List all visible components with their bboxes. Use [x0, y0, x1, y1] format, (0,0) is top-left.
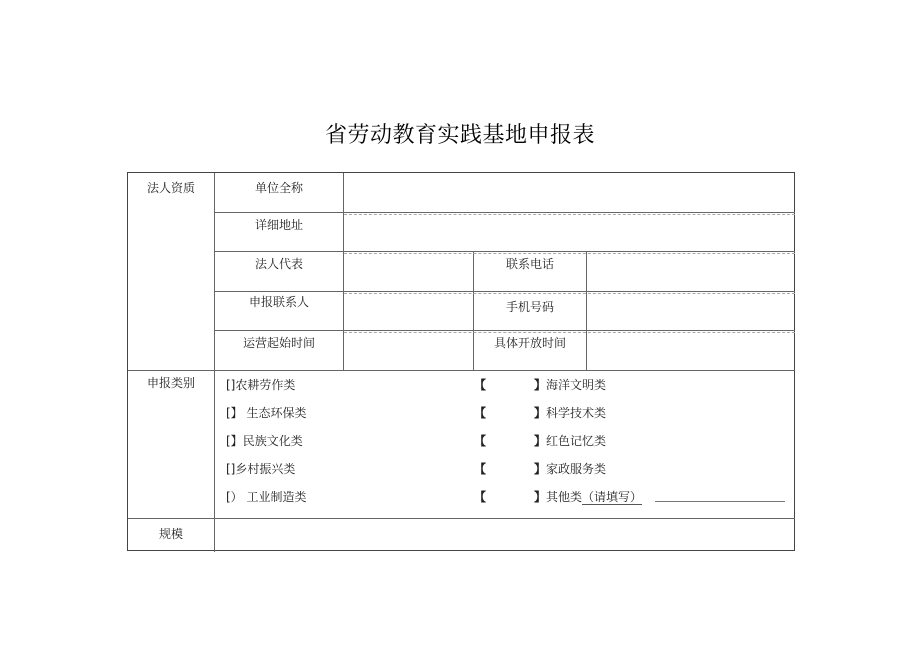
category-option[interactable] — [226, 376, 295, 393]
open-time-label: 具体开放时间 — [493, 336, 566, 350]
bracket-close: 】 — [534, 462, 547, 476]
category-label: 科学技术类 — [546, 406, 607, 420]
category-option[interactable] — [474, 376, 486, 393]
category-option[interactable] — [226, 460, 295, 477]
category-label: 其他类 — [546, 490, 583, 504]
contact-label: 申报联系人 — [248, 295, 309, 309]
checkbox-mark[interactable]: [） — [226, 490, 243, 504]
category-label: 生态环保类 — [246, 406, 307, 420]
unit-name-label: 单位全称 — [254, 181, 303, 195]
category-option[interactable] — [534, 460, 606, 477]
category-label: 农耕劳作类 — [235, 378, 296, 392]
contact-field[interactable] — [344, 292, 473, 330]
category-option[interactable] — [474, 432, 486, 449]
category-option[interactable] — [534, 376, 606, 393]
other-fill-line[interactable] — [655, 501, 785, 502]
mobile-label: 手机号码 — [505, 300, 554, 314]
category-label: 家政服务类 — [546, 462, 607, 476]
start-time-field[interactable] — [344, 331, 473, 370]
phone-label: 联系电话 — [505, 257, 554, 271]
form-title: 省劳动教育实践基地申报表 — [324, 123, 595, 148]
section-scale-label: 规模 — [158, 527, 183, 541]
legal-rep-field[interactable] — [344, 252, 473, 291]
checkbox-mark[interactable]: [】 — [226, 406, 243, 420]
section-category-label: 申报类别 — [146, 376, 195, 390]
bracket-open[interactable]: 【 — [474, 462, 487, 476]
category-label: 海洋文明类 — [546, 378, 607, 392]
checkbox-mark[interactable]: [] — [226, 378, 236, 392]
bracket-close: 】 — [534, 406, 547, 420]
category-option[interactable] — [226, 488, 307, 505]
checkbox-mark[interactable]: [】 — [226, 434, 243, 448]
divider — [128, 370, 795, 371]
checkbox-mark[interactable]: [] — [226, 462, 236, 476]
category-option[interactable] — [226, 432, 303, 449]
bracket-open[interactable]: 【 — [474, 378, 487, 392]
section-legal-label: 法人资质 — [146, 181, 195, 195]
address-label: 详细地址 — [254, 218, 303, 232]
open-time-field[interactable] — [587, 331, 795, 370]
other-note: （请填写） — [582, 490, 643, 504]
bracket-close: 】 — [534, 490, 547, 504]
category-option[interactable] — [474, 460, 486, 477]
phone-field[interactable] — [587, 252, 795, 291]
bracket-open[interactable]: 【 — [474, 406, 487, 420]
address-field[interactable] — [344, 213, 795, 251]
category-label: 红色记忆类 — [546, 434, 607, 448]
bracket-open[interactable]: 【 — [474, 490, 487, 504]
scale-field[interactable] — [215, 519, 795, 551]
category-label: 民族文化类 — [242, 434, 303, 448]
category-option[interactable] — [474, 404, 486, 421]
category-label: 工业制造类 — [246, 490, 307, 504]
start-time-label: 运营起始时间 — [242, 336, 315, 350]
legal-rep-label: 法人代表 — [254, 257, 303, 271]
category-option[interactable] — [534, 432, 606, 449]
application-form — [127, 172, 795, 551]
mobile-field[interactable] — [587, 292, 795, 330]
bracket-close: 】 — [534, 434, 547, 448]
bracket-open[interactable]: 【 — [474, 434, 487, 448]
bracket-close: 】 — [534, 378, 547, 392]
unit-name-field[interactable] — [344, 174, 795, 212]
category-option[interactable] — [534, 404, 606, 421]
category-option[interactable] — [534, 488, 642, 505]
category-label: 乡村振兴类 — [235, 462, 296, 476]
category-option[interactable] — [226, 404, 307, 421]
category-option[interactable] — [474, 488, 486, 505]
